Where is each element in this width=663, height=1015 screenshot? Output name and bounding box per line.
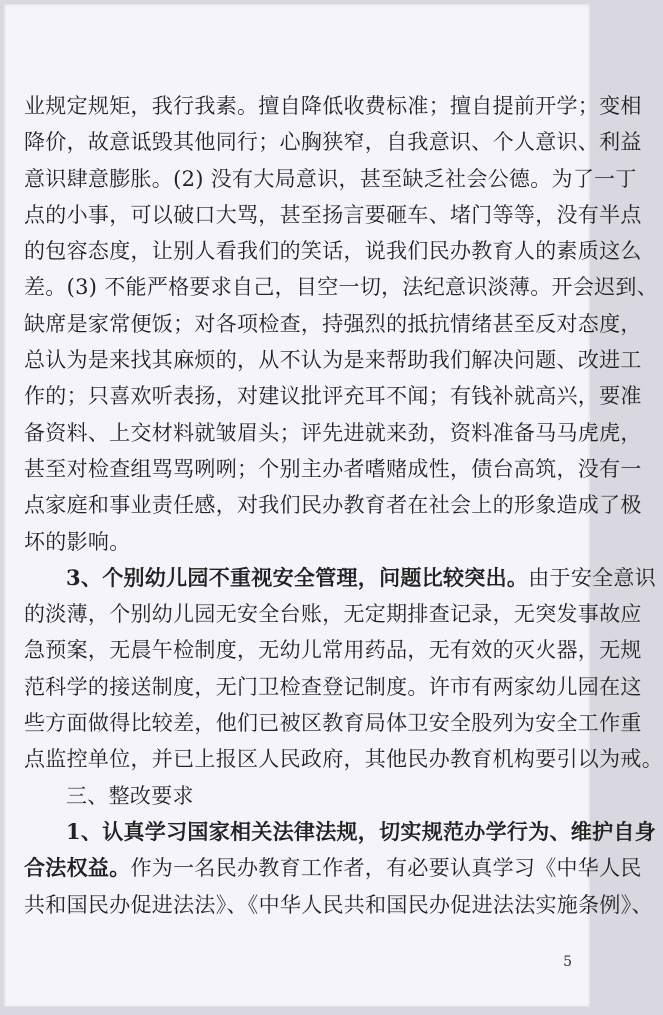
text-line: 甚至对检查组骂骂咧咧；个别主办者嗜赌成性，债台高筑，没有一	[24, 456, 642, 481]
text-line: 范科学的接送制度，无门卫检查登记制度。许市有两家幼儿园在这	[24, 674, 642, 699]
section-title-rectification: 三、整改要求	[66, 783, 194, 808]
text-line: 作的；只喜欢听表扬，对建议批评充耳不闻；有钱补就高兴，要准	[24, 384, 642, 409]
text-line: 坏的影响。	[24, 529, 131, 554]
heading-bold-text: 3、个别幼儿园不重视安全管理，问题比较突出。	[66, 564, 529, 590]
document-page	[4, 4, 663, 1007]
subsection-bold-text: 1、认真学习国家相关法律法规，切实规范办学行为、维护自身	[66, 818, 657, 844]
text-line: 总认为是来找其麻烦的，从不认为是来帮助我们解决问题、改进工	[24, 348, 642, 373]
text-line: 的包容态度，让别人看我们的笑话，说我们民办教育人的素质这么	[24, 239, 642, 264]
text-line: 意识肆意膨胀。(2) 没有大局意识，甚至缺乏社会公德。为了一丁	[24, 166, 637, 191]
text-line: 点家庭和事业责任感，对我们民办教育者在社会上的形象造成了极	[24, 493, 642, 518]
subsection-heading-1	[24, 814, 657, 850]
subsection-text: 作为一名民办教育工作者，有必要认真学习《中华人民	[130, 856, 642, 881]
text-line: 降价，故意诋毁其他同行；心胸狭窄，自我意识、个人意识、利益	[24, 130, 642, 155]
page-number: 5	[563, 954, 572, 970]
heading-continuation-text: 由于安全意识	[528, 565, 657, 590]
text-line: 差。(3) 不能严格要求自己，目空一切，法纪意识淡薄。开会迟到、	[24, 275, 659, 300]
body-text	[24, 88, 663, 923]
text-line: 缺席是家常便饭；对各项检查，持强烈的抵抗情绪甚至反对态度，	[24, 311, 642, 336]
section-heading-3	[24, 560, 657, 596]
text-line: 的淡薄，个别幼儿园无安全台账，无定期排查记录，无突发事故应	[24, 602, 642, 627]
text-line: 急预案，无晨午检制度，无幼儿常用药品，无有效的灭火器，无规	[24, 638, 642, 663]
text-line: 点监控单位，并已上报区人民政府，其他民办教育机构要引以为戒。	[24, 747, 663, 772]
text-line: 点的小事，可以破口大骂，甚至扬言要砸车、堵门等等，没有半点	[24, 202, 642, 227]
subsection-bold-text: 合法权益。	[24, 855, 131, 881]
text-line: 业规定规矩，我行我素。擅自降低收费标准；擅自提前开学；变相	[24, 94, 642, 118]
text-line: 备资料、上交材料就皱眉头；评先进就来劲，资料准备马马虎虎，	[24, 420, 642, 445]
text-line: 些方面做得比较差，他们已被区教育局体卫安全股列为安全工作重	[24, 711, 642, 736]
text-line	[24, 850, 642, 886]
text-line: 共和国民办促进法法》、《中华人民共和国民办促进法法实施条例》、	[24, 892, 653, 917]
